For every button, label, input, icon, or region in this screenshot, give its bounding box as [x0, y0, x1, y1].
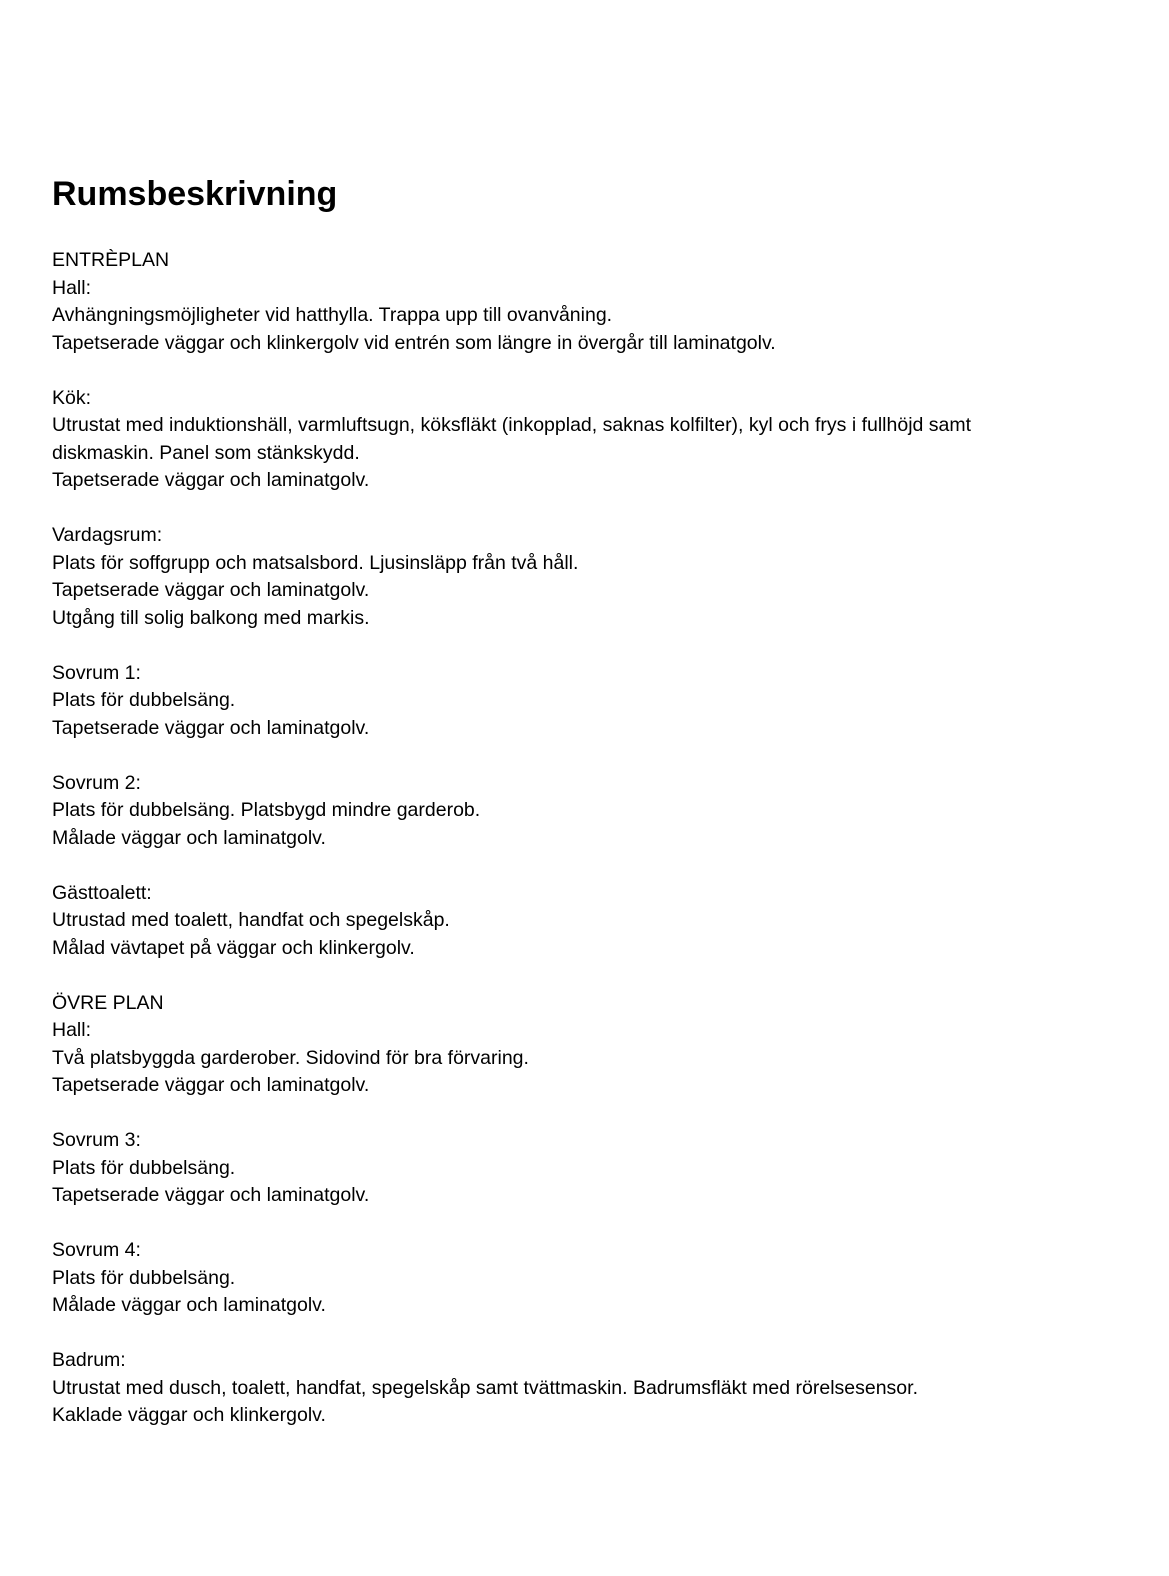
text-line: Målade väggar och laminatgolv. [52, 1294, 326, 1316]
text-block [52, 660, 1132, 743]
text-block [52, 1237, 1132, 1320]
text-line: Utgång till solig balkong med markis. [52, 606, 370, 629]
section-heading: ÖVRE PLAN [52, 991, 164, 1014]
text-block [52, 990, 1132, 1100]
text-line: Målade väggar och laminatgolv. [52, 826, 326, 849]
text-line: Hall: [52, 276, 92, 299]
text-line: Tapetserade väggar och laminatgolv. [52, 469, 370, 491]
text-block [52, 385, 1132, 495]
text-line: Två platsbyggda garderober. Sidovind för bra förvaring. [52, 1046, 529, 1069]
text-block [52, 1127, 1132, 1210]
section-heading: Sovrum 4: [52, 1239, 141, 1261]
section-heading: Gästtoalett: [52, 881, 152, 904]
text-line: Målad vävtapet på väggar och klinkergolv. [52, 936, 415, 959]
section-heading: Kök: [52, 386, 92, 409]
text-line: Tapetserade väggar och laminatgolv. [52, 716, 370, 739]
text-line: Tapetserade väggar och laminatgolv. [52, 579, 370, 601]
text-line: Utrustat med induktionshäll, varmluftsugn, köksfläkt (inkopplad, saknas kolfilter), kyl och frys i fullhöjd samt [52, 414, 972, 436]
text-line: Plats för dubbelsäng. [52, 1266, 236, 1289]
page-title: Rumsbeskrivning [52, 175, 338, 213]
text-line: Tapetserade väggar och klinkergolv vid entrén som längre in övergår till laminatgolv. [52, 331, 776, 354]
text-block [52, 770, 1132, 853]
text-line: Hall: [52, 1019, 92, 1041]
text-line: Utrustad med toalett, handfat och spegelskåp. [52, 909, 450, 931]
text-line: Plats för dubbelsäng. Platsbygd mindre garderob. [52, 799, 481, 821]
text-line: diskmaskin. Panel som stänkskydd. [52, 441, 360, 464]
text-line: Kaklade väggar och klinkergolv. [52, 1404, 326, 1426]
document-body [52, 247, 1132, 1457]
section-heading: Sovrum 2: [52, 771, 141, 794]
text-block [52, 1347, 1132, 1430]
text-line: Tapetserade väggar och laminatgolv. [52, 1074, 370, 1096]
text-block [52, 880, 1132, 963]
section-heading: Sovrum 1: [52, 661, 141, 684]
text-block [52, 522, 1132, 632]
text-line: Plats för soffgrupp och matsalsbord. Ljusinsläpp från två håll. [52, 551, 579, 574]
section-heading: Sovrum 3: [52, 1129, 141, 1151]
section-heading: Vardagsrum: [52, 524, 163, 546]
text-line: Plats för dubbelsäng. [52, 689, 236, 711]
text-line: Tapetserade väggar och laminatgolv. [52, 1184, 370, 1206]
text-block [52, 247, 1132, 357]
section-heading: Badrum: [52, 1349, 126, 1371]
section-heading: ENTRÈPLAN [52, 249, 170, 271]
text-line: Utrustat med dusch, toalett, handfat, spegelskåp samt tvättmaskin. Badrumsfläkt med rörelsesensor. [52, 1376, 918, 1399]
text-line: Avhängningsmöjligheter vid hatthylla. Trappa upp till ovanvåning. [52, 304, 613, 326]
text-line: Plats för dubbelsäng. [52, 1156, 236, 1179]
